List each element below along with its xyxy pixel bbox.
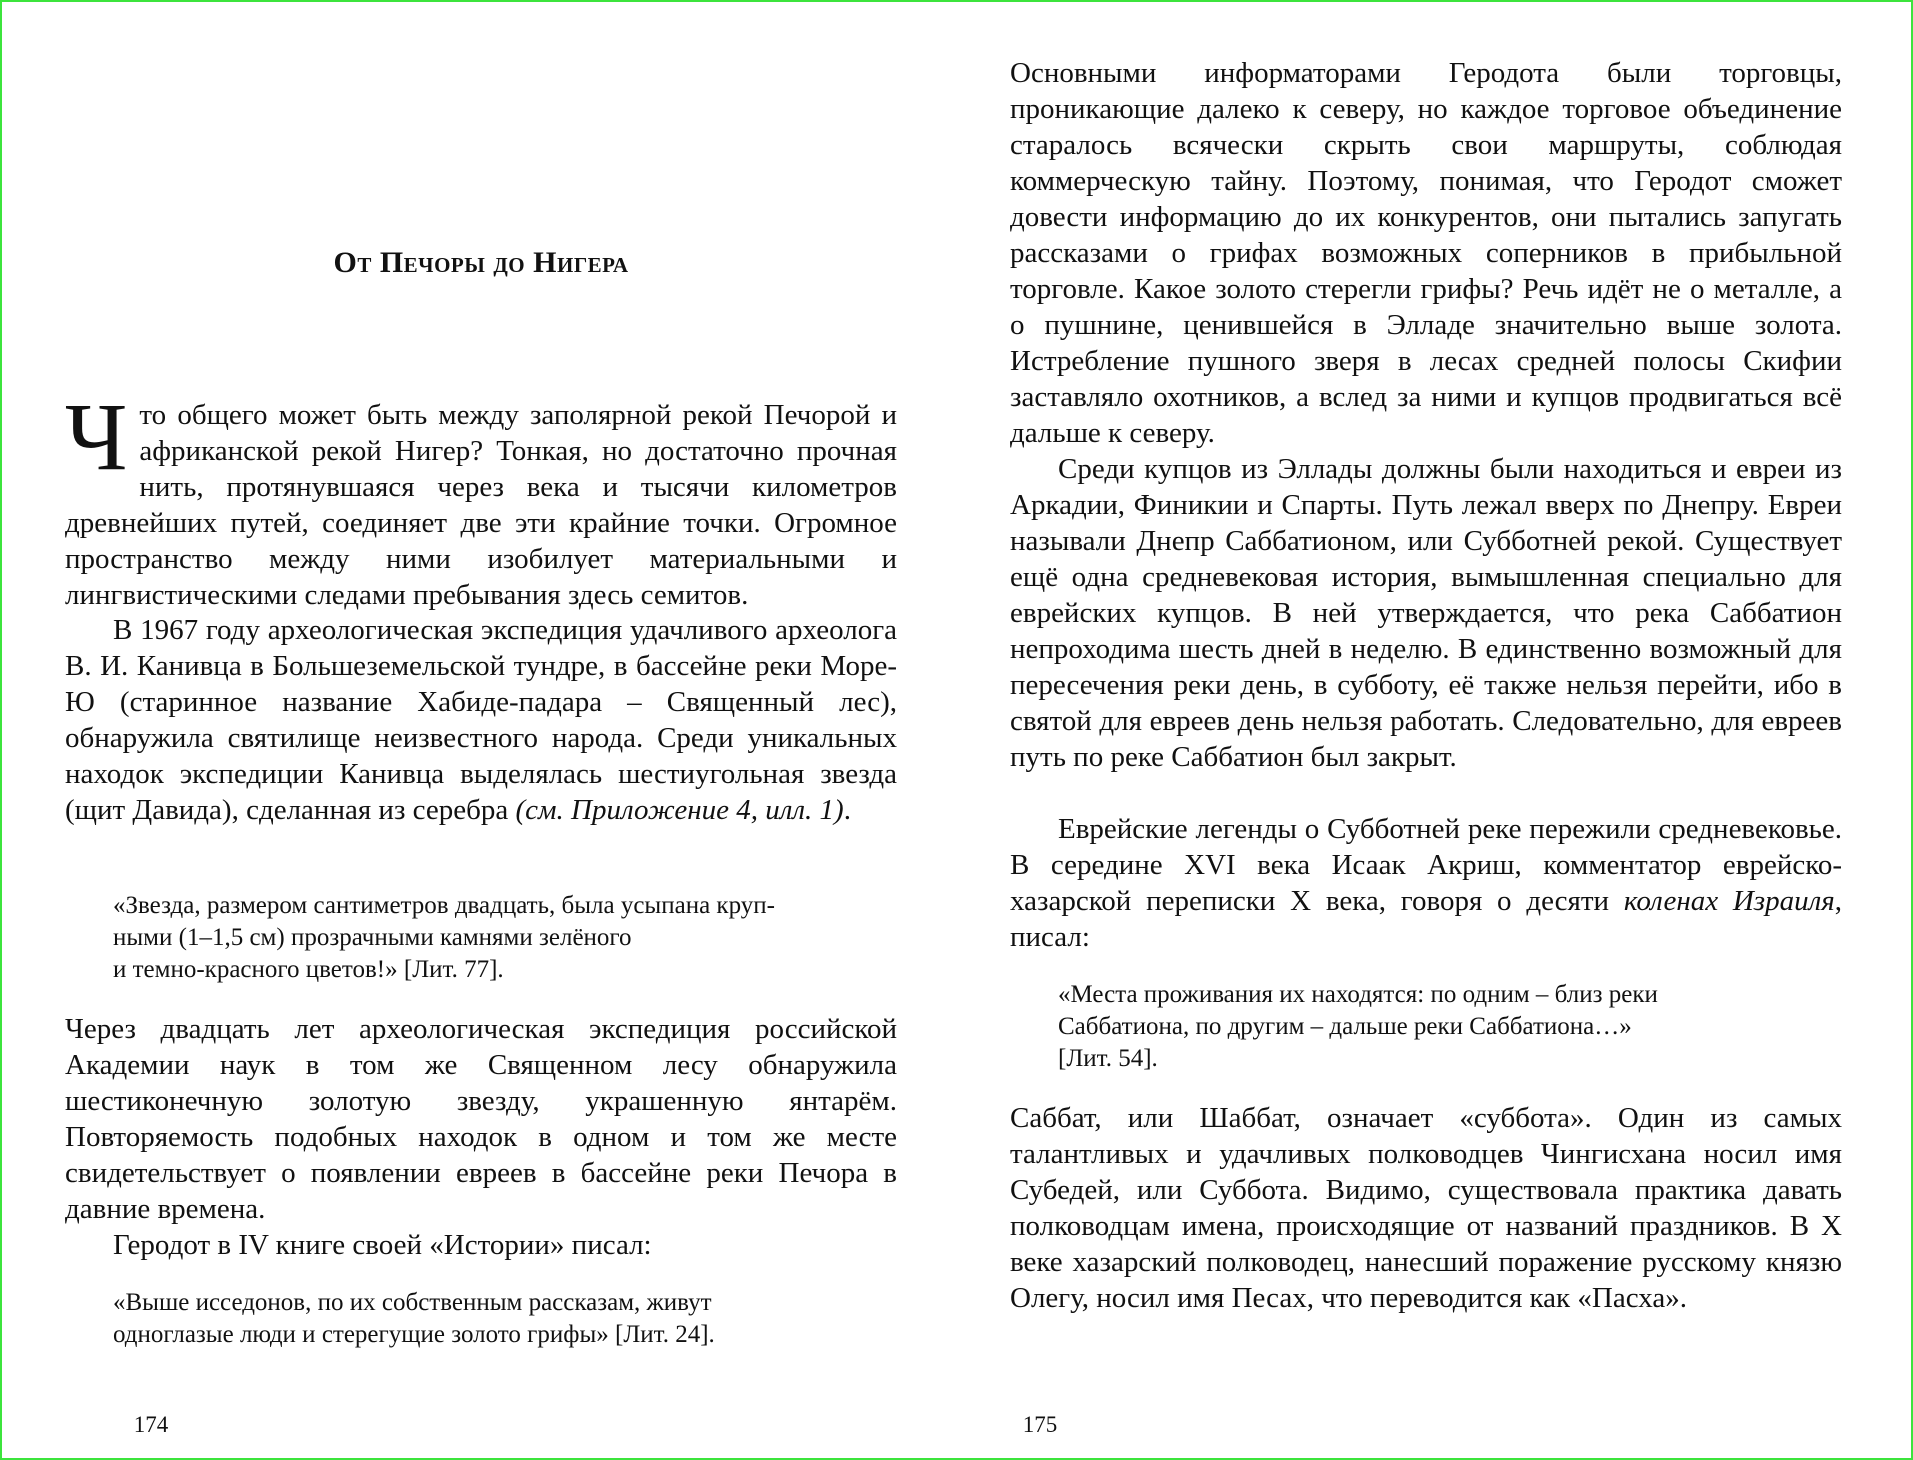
blockquote-places <box>1010 979 1890 1075</box>
intro-paragraph <box>65 383 897 613</box>
chapter-title: От Печоры до Нигера <box>333 246 629 279</box>
quote-line: [Лит. 54]. <box>1058 1045 1158 1072</box>
paragraph-1967-expedition <box>65 612 897 828</box>
paragraph-end: . <box>843 794 851 826</box>
paragraph-end: , писал: <box>1010 885 1842 953</box>
italic-term: коленах Израиля <box>1623 885 1835 917</box>
quote-line: Саббатиона, по другим – дальше реки Саббатиона…» <box>1058 1013 1632 1040</box>
paragraph-text: В 1967 году археологическая экспедиция удачливого археолога В. И. Канивца в Большеземельской тундре, в бассейне реки Море-Ю (старинное название Хабиде-падара – Священный лес), обнаружила святилище неизвестного народа. Среди уникальных находок экспедиции Канивца выделялась шестиугольная звезда (щит Давида), сделанная из серебра <box>65 614 897 826</box>
paragraph-merchants: Среди купцов из Эллады должны были находиться и евреи из Аркадии, Финикии и Спарты. Путь лежал вверх по Днепру. Евреи называли Днепр Саббатионом, или Субботней рекой. Существует ещё одна средневековая история, вымышленная специально для еврейских купцов. В ней утверждается, что река Саббатион непроходима шесть дней в неделю. В единственно возможный для пересечения реки день, в субботу, её также нельзя перейти, ибо в святой для евреев день нельзя работать. Следовательно, для евреев путь по реке Саббатион был закрыт. <box>1010 453 1842 773</box>
quote-line: одноглазые люди и стерегущие золото грифы» [Лит. 24]. <box>113 1321 715 1348</box>
blockquote-star <box>65 890 945 986</box>
paragraph-text: Еврейские легенды о Субботней реке пережили средневековье. В середине XVI века Исаак Акриш, комментатор еврейско-хазарской переписки X века, говоря о десяти <box>1010 813 1842 917</box>
intro-text: то общего может быть между заполярной рекой Печорой и африканской рекой Нигер? Тонкая, но достаточно прочная нить, протянувшаяся через века и тысячи километров древнейших путей, соединяет две эти крайние точки. Огромное пространство между ними изобилует материальными и лингвистическими следами пребывания здесь семитов. <box>65 399 897 611</box>
quote-line: «Выше исседонов, по их собственным рассказам, живут <box>113 1289 712 1316</box>
quote-line: ными (1–1,5 см) прозрачными камнями зелёного <box>113 924 632 951</box>
quote-line: «Места проживания их находятся: по одним – близ реки <box>1058 981 1658 1008</box>
page-number-left: 174 <box>133 1412 169 1437</box>
paragraph-sabbath: Саббат, или Шаббат, означает «суббота». Один из самых талантливых и удачливых полководцев Чингисхана носил имя Субедей, или Суббота. Видимо, существовала практика давать полководцам имена, происходящие от названий праздников. В X веке хазарский полководец, нанесший поражение русскому князю Олегу, носил имя Песах, что переводится как «Пасха». <box>1010 1102 1842 1314</box>
paragraph-herodotus: Геродот в IV книге своей «Истории» писал: <box>113 1229 652 1261</box>
appendix-reference: (см. Приложение 4, илл. 1) <box>515 794 844 826</box>
paragraph-twenty-years: Через двадцать лет археологическая экспедиция российской Академии наук в том же Священном лесу обнаружила шестиконечную золотую звезду, украшенную янтарём. Повторяемость подобных находок в одном и том же месте свидетельствует о появлении евреев в бассейне реки Печора в давние времена. <box>65 1013 897 1225</box>
drop-cap: Ч <box>65 383 128 490</box>
page-number-right: 175 <box>1022 1412 1058 1437</box>
blockquote-herodotus <box>65 1287 945 1351</box>
paragraph-informants: Основными информаторами Геродота были торговцы, проникающие далеко к северу, но каждое торговое объединение старалось всячески скрыть свои маршруты, соблюдая коммерческую тайну. Поэтому, понимая, что Геродот сможет довести информацию до их конкурентов, они пытались запугать рассказами о грифах возможных соперников в прибыльной торговле. Какое золото стерегли грифы? Речь идёт не о металле, а о пушнине, ценившейся в Элладе значительно выше золота. Истребление пушного зверя в лесах средней полосы Скифии заставляло охотников, а вслед за ними и купцов продвигаться всё дальше к северу. <box>1010 57 1842 449</box>
paragraph-legends <box>1010 811 1842 955</box>
quote-line: «Звезда, размером сантиметров двадцать, была усыпана круп- <box>113 892 775 919</box>
quote-line: и темно-красного цветов!» [Лит. 77]. <box>113 956 504 983</box>
